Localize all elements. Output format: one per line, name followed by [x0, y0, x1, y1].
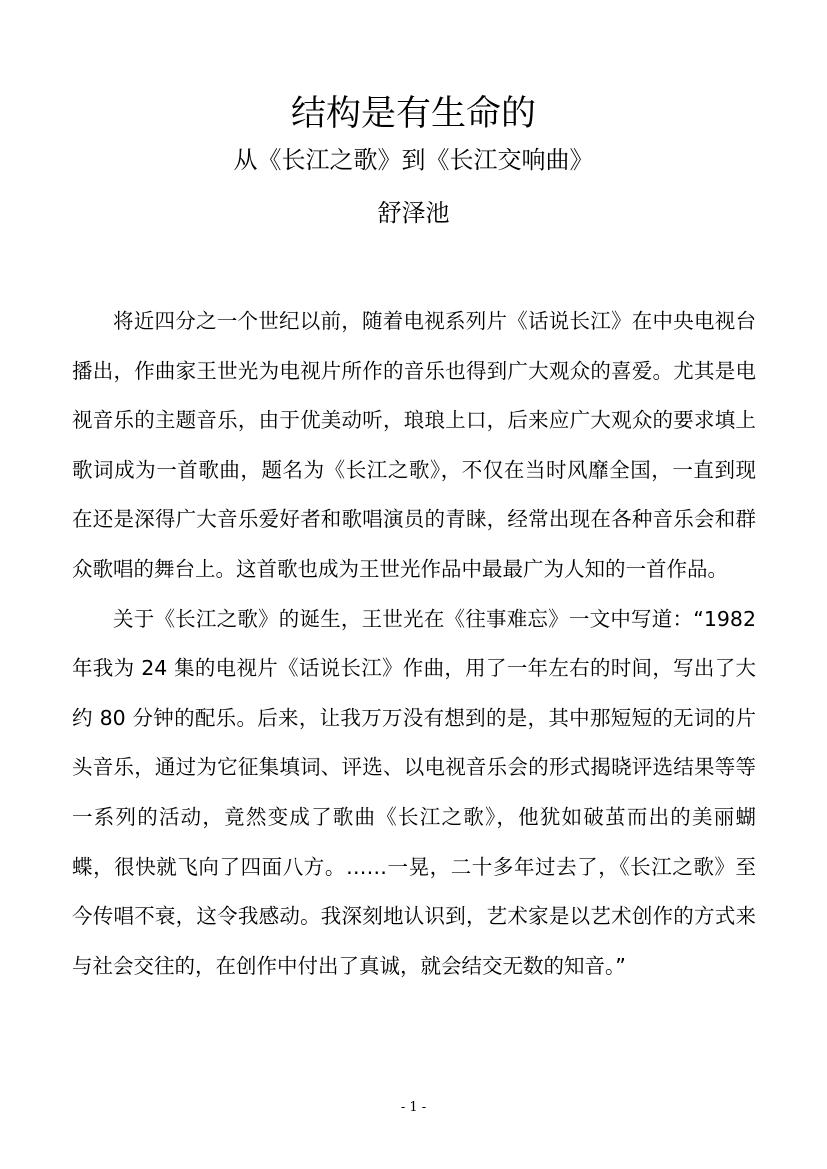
- document-title: 结构是有生命的: [290, 94, 536, 134]
- body-paragraph: 将近四分之一个世纪以前，随着电视系列片《话说长江》在中央电视台播出，作曲家王世光为电视片所作的音乐也得到广大观众的喜爱。尤其是电视音乐的主题音乐，由于优美动听，琅琅上口，后来应广大观众的要求填上歌词成为一首歌曲，题名为《长江之歌》，不仅在当时风靡全国，一直到现在还是深得广大音乐爱好者和歌唱演员的青睐，经常出现在各种音乐会和群众歌唱的舞台上。这首歌也成为王世光作品中最最广为人知的一首作品。: [72, 309, 756, 581]
- document-body: [72, 297, 756, 991]
- page-number: - 1 -: [400, 1100, 427, 1115]
- body-paragraph: 关于《长江之歌》的诞生，王世光在《往事难忘》一文中写道：“1982年我为 24 集的电视片《话说长江》作曲，用了一年左右的时间，写出了大约 80 分钟的配乐。后来，让我万万没有想到的是，其中那短短的无词的片头音乐，通过为它征集填词、评选、以电视音乐会的形式揭晓评选结果等等一系列的活动，竟然变成了歌曲《长江之歌》，他犹如破茧而出的美丽蝴蝶，很快就飞向了四面八方。……一晃，二十多年过去了，《长江之歌》至今传唱不衰，这令我感动。我深刻地认识到，艺术家是以艺术创作的方式来与社会交往的，在创作中付出了真诚，就会结交无数的知音。”: [72, 606, 756, 978]
- document-author: 舒泽池: [377, 199, 450, 227]
- document-subtitle: 从《长江之歌》到《长江交响曲》: [233, 146, 594, 174]
